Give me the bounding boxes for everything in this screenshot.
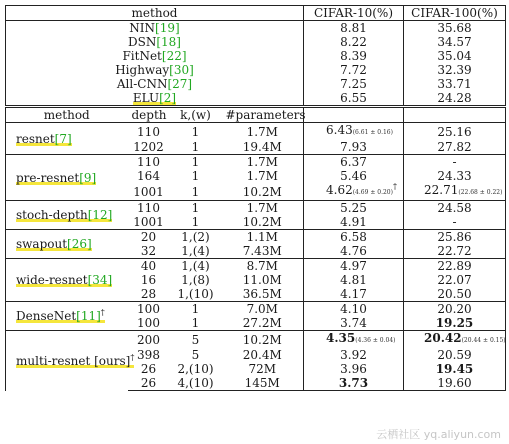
results-table-body: [6, 6, 506, 391]
header-cifar100: CIFAR-100(%): [404, 6, 506, 21]
cifar100-value: 19.25: [435, 316, 474, 330]
cifar10-cell: [304, 155, 404, 170]
results-table: [5, 5, 506, 391]
table-row: [6, 259, 506, 274]
cifar10-value: 4.91: [340, 215, 367, 229]
cifar100-value: 22.72: [437, 244, 472, 258]
depth-cell: 40: [128, 259, 170, 274]
kw-cell: 1,(4): [170, 244, 222, 259]
cifar100-cell: [404, 287, 506, 302]
table-row: [6, 63, 506, 77]
cifar100-value: 25.86: [437, 230, 472, 244]
method-name: FitNet: [122, 49, 162, 63]
citation: [11]: [76, 309, 101, 323]
citation: [30]: [169, 63, 194, 77]
depth-cell: 110: [128, 123, 170, 141]
cifar100-value: 24.58: [437, 201, 472, 215]
cifar100-value: 24.33: [437, 169, 472, 183]
cifar100-cell: [404, 302, 506, 317]
cifar100-cell: [404, 362, 506, 376]
params-cell: 1.7M: [222, 155, 304, 170]
method-label: [16, 132, 72, 147]
cifar100-cell: [404, 201, 506, 216]
kw-cell: 1: [191, 169, 200, 183]
method-cell: [6, 63, 304, 77]
cifar100-value: -: [452, 155, 457, 169]
kw-cell: 1: [170, 183, 222, 201]
method-name: pre-resnet: [16, 170, 80, 185]
params-cell: 10.2M: [222, 183, 304, 201]
cifar10-value: 6.58: [340, 230, 367, 244]
group-method-cell: [6, 201, 128, 230]
method-label: [117, 77, 192, 91]
cifar100-cell: 24.28: [404, 91, 506, 107]
cifar100-cell: [404, 183, 506, 201]
table-row: [6, 35, 506, 49]
depth-cell: 110: [128, 201, 170, 216]
cifar100-value: 19.60: [437, 376, 472, 390]
kw-cell: 2,(10): [177, 362, 214, 376]
citation: [22]: [161, 49, 187, 63]
cifar10-cell: [304, 287, 404, 302]
kw-cell: 1: [170, 316, 222, 331]
citation: [18]: [156, 35, 181, 49]
depth-cell: 32: [128, 244, 170, 259]
cifar10-value: 4.35: [326, 331, 356, 345]
cifar10-cell: 8.39: [304, 49, 404, 63]
cifar100-value: 20.50: [437, 287, 472, 301]
method-name: Highway: [115, 63, 170, 77]
cifar100-cell: [404, 155, 506, 170]
depth-cell: 1001: [128, 215, 170, 230]
method-cell: [6, 91, 304, 107]
header-cifar10: CIFAR-10(%): [304, 6, 404, 21]
method-cell: [6, 77, 304, 91]
kw-cell: 1: [170, 140, 222, 155]
params-cell: 1.1M: [222, 230, 304, 245]
table-row: [6, 21, 506, 36]
citation: [19]: [155, 21, 180, 35]
params-cell: 1.7M: [222, 201, 304, 216]
cifar10-cell: [304, 201, 404, 216]
cifar100-value: 20.20: [437, 302, 472, 316]
kw-cell: 5: [191, 348, 200, 362]
results-table-container: [5, 5, 506, 391]
cifar10-cell: [304, 259, 404, 274]
sub-params: #parameters: [222, 107, 304, 123]
depth-cell: 26: [128, 376, 170, 391]
citation: [7]: [54, 131, 72, 146]
cifar100-cell: [404, 123, 506, 141]
citation: [27]: [167, 77, 193, 91]
sub-depth: depth: [128, 107, 170, 123]
cifar100-cell: [404, 273, 506, 287]
subheader-row: [6, 107, 506, 123]
table-row: [6, 201, 506, 216]
cifar10-note: (4.69 ± 0.20): [352, 189, 393, 196]
method-name: wide-resnet: [16, 273, 88, 287]
group-method-cell: [6, 331, 135, 391]
method-cell: [6, 49, 304, 63]
sub-c10: [304, 107, 404, 123]
cifar10-cell: [304, 215, 404, 230]
cifar10-cell: [304, 331, 404, 349]
depth-cell: 28: [128, 287, 170, 302]
cifar10-value: 3.73: [338, 376, 369, 390]
kw-cell: 5: [170, 331, 222, 349]
depth-cell: 110: [128, 155, 170, 170]
cifar100-cell: 34.57: [404, 35, 506, 49]
sub-kw: k,(w): [170, 107, 222, 123]
depth-cell: 1202: [128, 140, 170, 155]
method-label: [128, 35, 181, 49]
depth-cell: 200: [128, 331, 170, 349]
dagger-mark: †: [130, 352, 135, 362]
params-cell: 7.43M: [222, 244, 304, 259]
sub-method: method: [6, 107, 128, 123]
params-cell: 19.4M: [222, 140, 304, 155]
table-row: [6, 49, 506, 63]
depth-cell: 16: [140, 273, 157, 287]
kw-cell: 1: [170, 215, 222, 230]
params-cell: 7.0M: [222, 302, 304, 317]
cifar100-cell: 35.04: [404, 49, 506, 63]
header-method: method: [6, 6, 304, 21]
cifar10-value: 4.17: [340, 287, 367, 301]
kw-cell: 1: [170, 302, 222, 317]
params-cell: 1.7M: [246, 169, 278, 183]
kw-cell: 1,(2): [170, 230, 222, 245]
table-row: [6, 123, 506, 141]
cifar100-cell: 35.68: [404, 21, 506, 36]
cifar10-value: 4.76: [340, 244, 367, 258]
method-name: stoch-depth: [16, 208, 88, 222]
cifar10-cell: [304, 376, 404, 391]
table-row: [6, 77, 506, 91]
cifar10-value: 4.97: [340, 259, 367, 273]
cifar10-value: 5.46: [340, 169, 367, 183]
method-name: swapout: [16, 237, 68, 251]
method-label: [16, 309, 105, 324]
cifar10-cell: [304, 273, 404, 287]
method-label: [16, 208, 112, 223]
citation: [2]: [159, 91, 177, 105]
depth-cell: 100: [128, 302, 170, 317]
kw-cell: 1: [170, 201, 222, 216]
cifar100-value: 22.89: [437, 259, 472, 273]
cifar10-cell: [304, 140, 404, 155]
group-method-cell: [6, 230, 128, 259]
cifar10-value: 3.96: [340, 362, 367, 376]
table-row: [6, 230, 506, 245]
method-name: All-CNN: [116, 77, 168, 91]
method-label: [133, 91, 176, 106]
citation: [9]: [79, 170, 97, 185]
table-header-row: [6, 6, 506, 21]
cifar10-value: 4.81: [340, 273, 367, 287]
cifar10-cell: [304, 348, 404, 362]
sub-c100: [404, 107, 506, 123]
cifar10-note: (6.61 ± 0.16): [352, 129, 393, 136]
cifar100-note: (22.68 ± 0.22): [458, 189, 503, 196]
kw-cell: 1,(10): [170, 287, 222, 302]
cifar10-value: 4.10: [340, 302, 367, 316]
group-method-cell: [6, 259, 128, 302]
cifar100-value: 22.07: [437, 273, 472, 287]
cifar10-value: 4.62: [326, 183, 353, 197]
cifar10-value: 7.93: [340, 140, 367, 154]
cifar100-cell: 32.39: [404, 63, 506, 77]
group-method-cell: [6, 155, 128, 201]
cifar10-cell: 8.22: [304, 35, 404, 49]
method-name: DSN: [128, 35, 157, 49]
method-name: multi-resnet [ours]: [16, 353, 131, 368]
params-cell: 10.2M: [222, 331, 304, 349]
cifar10-value: 6.37: [340, 155, 367, 169]
cifar10-cell: [304, 362, 404, 376]
cifar100-cell: [404, 140, 506, 155]
cifar10-cell: [304, 316, 404, 331]
params-cell: 72M: [248, 362, 277, 376]
method-label: [129, 21, 179, 35]
cifar100-note: (20.44 ± 0.15): [461, 337, 506, 344]
cifar10-cell: 6.55: [304, 91, 404, 107]
citation: [12]: [87, 208, 113, 222]
cifar10-cell: [304, 123, 404, 141]
kw-cell: 1: [170, 123, 222, 141]
method-name: NIN: [129, 21, 156, 35]
cifar100-value: 19.45: [435, 362, 474, 376]
method-name: ELU: [132, 91, 160, 105]
table-row: [6, 331, 506, 349]
method-cell: [6, 35, 304, 49]
cifar10-cell: 7.72: [304, 63, 404, 77]
method-label: [16, 354, 134, 369]
method-label: [16, 273, 112, 288]
kw-cell: 1: [170, 155, 222, 170]
cifar10-value: 3.92: [340, 348, 367, 362]
citation: [34]: [87, 273, 113, 287]
cifar10-cell: [304, 169, 404, 183]
cifar10-value: 5.25: [340, 201, 367, 215]
cifar10-cell: 7.25: [304, 77, 404, 91]
citation: [26]: [67, 237, 92, 251]
cifar100-cell: [404, 169, 506, 183]
kw-cell: 1,(4): [170, 259, 222, 274]
params-cell: 1.7M: [222, 123, 304, 141]
cifar100-cell: [404, 244, 506, 259]
cifar100-cell: [404, 348, 506, 362]
params-cell: 36.5M: [222, 287, 304, 302]
depth-cell: 1001: [128, 183, 170, 201]
cifar100-cell: 33.71: [404, 77, 506, 91]
cifar100-value: 27.82: [437, 140, 472, 154]
cifar100-cell: [404, 316, 506, 331]
method-name: DenseNet: [16, 309, 77, 323]
kw-cell: 4,(10): [170, 376, 222, 391]
table-row: [6, 302, 506, 317]
depth-cell: 398: [137, 348, 160, 362]
cifar100-cell: [404, 376, 506, 391]
cifar100-cell: [404, 215, 506, 230]
method-cell: [6, 21, 304, 36]
cifar10-value: 3.74: [340, 316, 367, 330]
method-label: [16, 237, 92, 252]
params-cell: 20.4M: [242, 348, 282, 362]
method-label: [16, 171, 96, 186]
kw-cell: 1,(8): [181, 273, 210, 287]
group-method-cell: [6, 123, 128, 155]
dagger-mark: †: [100, 308, 105, 317]
depth-cell: 26: [140, 362, 157, 376]
method-label: [122, 49, 186, 63]
cifar100-value: 20.42: [424, 331, 462, 345]
watermark: 云栖社区 yq.aliyun.com: [376, 428, 501, 441]
cifar10-note: (4.36 ± 0.04): [355, 337, 396, 344]
cifar10-cell: [304, 183, 404, 201]
cifar10-cell: [304, 302, 404, 317]
cifar100-value: 25.16: [437, 124, 472, 139]
cifar100-cell: [404, 259, 506, 274]
cifar10-cell: 8.81: [304, 21, 404, 36]
params-cell: 27.2M: [222, 316, 304, 331]
cifar100-value: 20.59: [437, 348, 472, 362]
cifar10-cell: [304, 244, 404, 259]
cifar10-cell: [304, 230, 404, 245]
params-cell: 8.7M: [222, 259, 304, 274]
cifar100-cell: [404, 331, 506, 349]
depth-cell: 164: [137, 169, 160, 183]
cifar10-value: 6.43: [326, 123, 353, 137]
params-cell: 145M: [222, 376, 304, 391]
table-row: [6, 155, 506, 170]
cifar100-value: 22.71: [424, 183, 459, 197]
depth-cell: 100: [128, 316, 170, 331]
params-cell: 11.0M: [242, 273, 282, 287]
cifar100-cell: [404, 230, 506, 245]
method-name: resnet: [16, 131, 55, 146]
method-label: [115, 63, 194, 77]
dagger-mark: †: [392, 182, 397, 191]
group-method-cell: [6, 302, 128, 331]
params-cell: 10.2M: [222, 215, 304, 230]
cifar100-value: -: [452, 215, 457, 229]
table-row: [6, 91, 506, 107]
depth-cell: 20: [128, 230, 170, 245]
